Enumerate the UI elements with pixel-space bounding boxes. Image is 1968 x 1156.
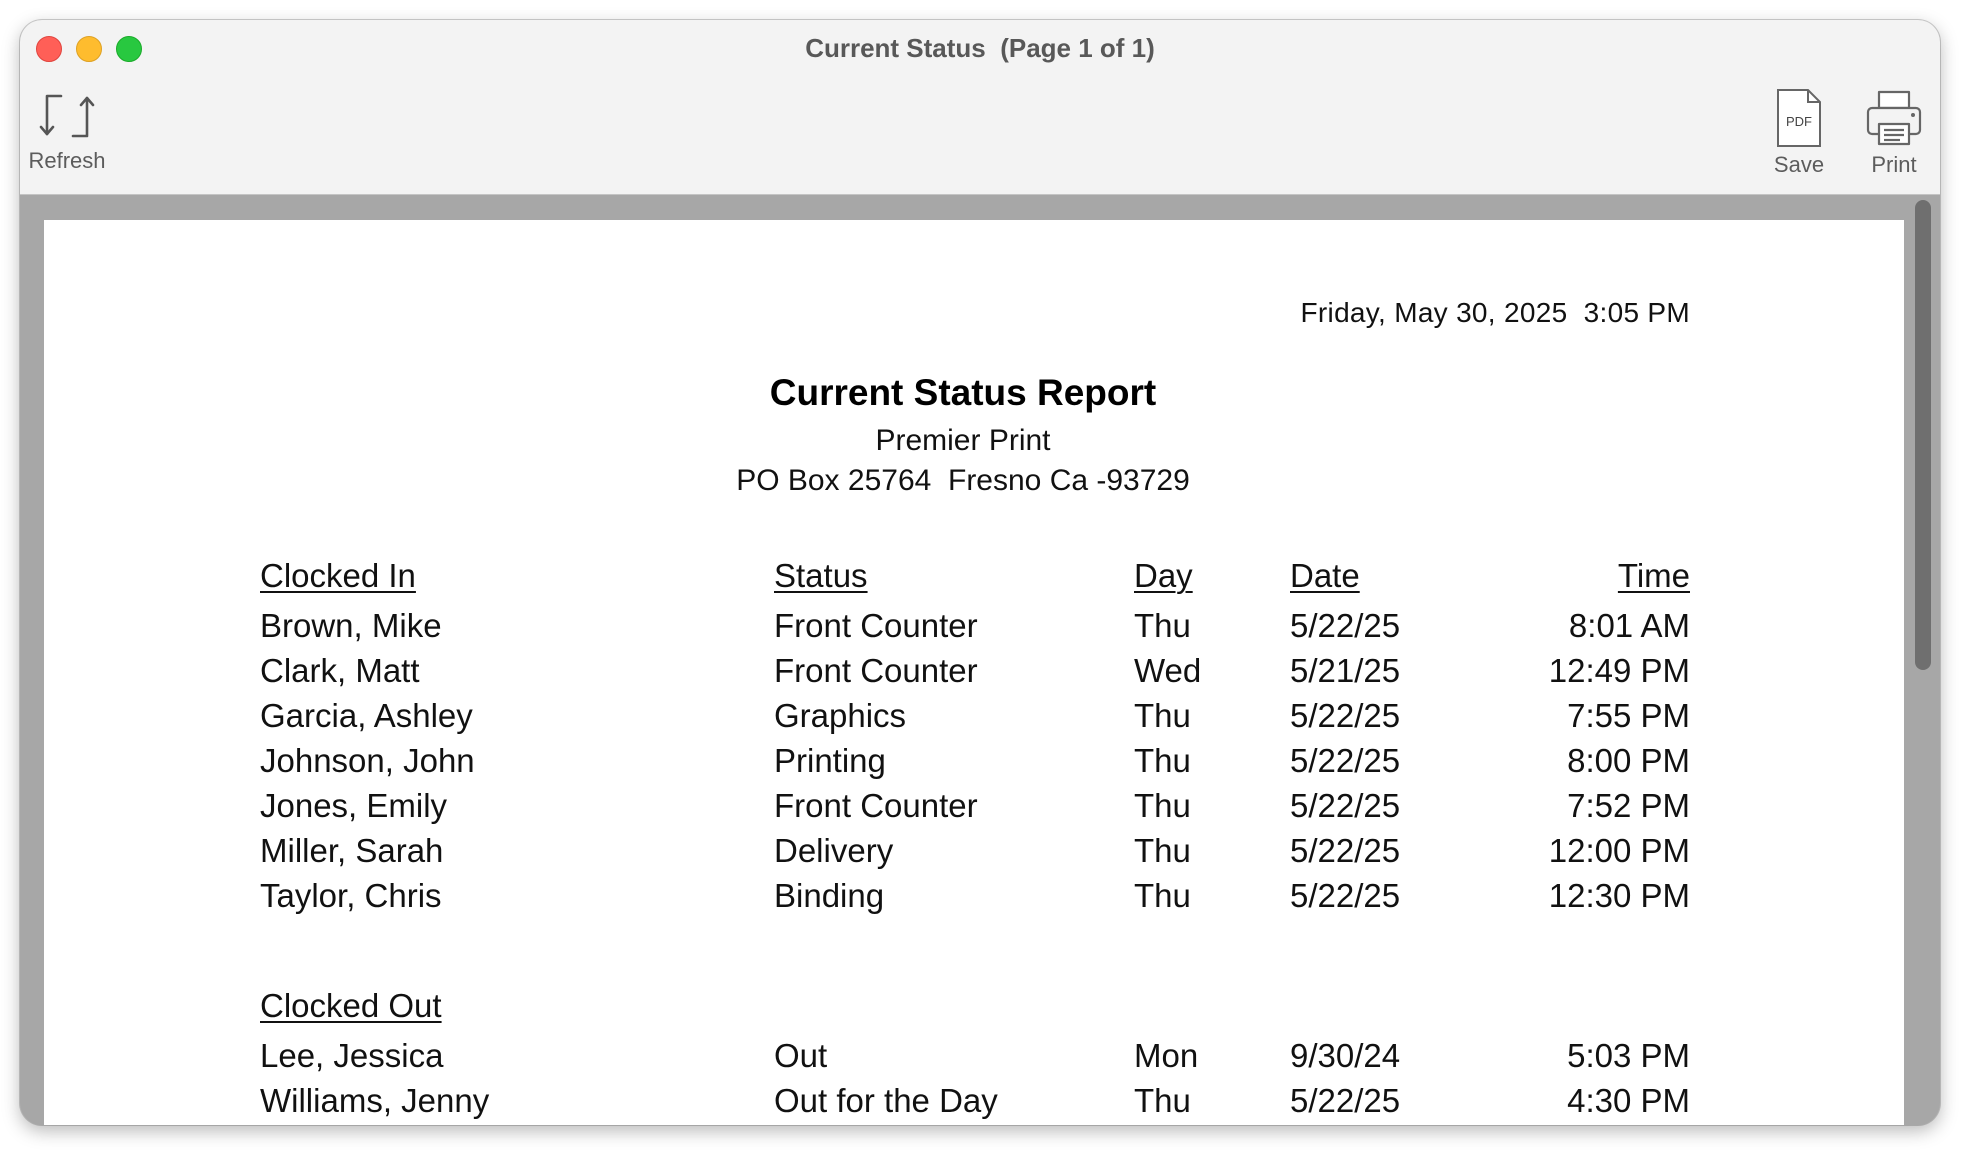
- scroll-thumb[interactable]: [1915, 200, 1931, 670]
- punch-time: 12:30 PM: [1548, 877, 1690, 914]
- day-column-header: Day: [1134, 557, 1193, 594]
- company-name: Premier Print: [875, 424, 1051, 457]
- punch-day: Thu: [1134, 877, 1191, 914]
- report-window: [20, 20, 1940, 1125]
- employee-name: Johnson, John: [260, 742, 475, 779]
- punch-day: Thu: [1134, 697, 1191, 734]
- employee-status: Front Counter: [774, 607, 978, 644]
- status-column-header: Status: [774, 557, 868, 594]
- window-title: Current Status (Page 1 of 1): [805, 33, 1155, 63]
- clocked-in-heading: Clocked In: [260, 557, 416, 594]
- punch-time: 8:01 AM: [1568, 607, 1690, 644]
- punch-time: 7:52 PM: [1567, 787, 1690, 824]
- employee-name: Taylor, Chris: [260, 877, 442, 914]
- date-column-header: Date: [1290, 557, 1360, 594]
- report-title: Current Status Report: [769, 372, 1157, 413]
- pdf-icon-text: PDF: [1786, 114, 1812, 129]
- print-label: Print: [1871, 152, 1917, 177]
- punch-day: Thu: [1134, 1082, 1191, 1119]
- save-label: Save: [1773, 152, 1825, 177]
- punch-date: 5/22/25: [1290, 607, 1401, 644]
- punch-date: 5/22/25: [1290, 697, 1401, 734]
- punch-day: Thu: [1134, 607, 1191, 644]
- employee-name: Garcia, Ashley: [260, 697, 473, 734]
- employee-status: Delivery: [774, 832, 894, 869]
- punch-date: 5/22/25: [1290, 787, 1401, 824]
- punch-date: 5/22/25: [1290, 742, 1401, 779]
- title-bar: [20, 20, 1940, 195]
- save-pdf-button[interactable]: [1766, 88, 1832, 178]
- pdf-document-icon: [1774, 88, 1824, 148]
- punch-date: 9/30/24: [1290, 1037, 1401, 1074]
- employee-name: Jones, Emily: [260, 787, 448, 824]
- punch-day: Thu: [1134, 742, 1191, 779]
- company-address: PO Box 25764 Fresno Ca -93729: [736, 464, 1190, 497]
- punch-time: 8:00 PM: [1567, 742, 1690, 779]
- punch-date: 5/21/25: [1290, 652, 1401, 689]
- employee-status: Out for the Day: [774, 1082, 998, 1119]
- employee-name: Williams, Jenny: [260, 1082, 490, 1119]
- punch-date: 5/22/25: [1290, 877, 1401, 914]
- refresh-label: Refresh: [28, 148, 106, 173]
- punch-day: Thu: [1134, 787, 1191, 824]
- employee-status: Graphics: [774, 697, 907, 734]
- employee-status: Out: [774, 1037, 828, 1074]
- punch-time: 4:30 PM: [1567, 1082, 1690, 1119]
- employee-status: Printing: [774, 742, 886, 779]
- employee-status: Binding: [774, 877, 885, 914]
- employee-name: Clark, Matt: [260, 652, 420, 689]
- punch-date: 5/22/25: [1290, 1082, 1401, 1119]
- punch-date: 5/22/25: [1290, 832, 1401, 869]
- punch-day: Wed: [1134, 652, 1202, 689]
- printer-icon: [1864, 88, 1924, 148]
- time-column-header: Time: [1617, 557, 1690, 594]
- punch-day: Thu: [1134, 832, 1191, 869]
- punch-time: 5:03 PM: [1567, 1037, 1690, 1074]
- report-datetime: Friday, May 30, 2025 3:05 PM: [1300, 297, 1690, 328]
- punch-time: 12:49 PM: [1548, 652, 1690, 689]
- vertical-scrollbar[interactable]: [1910, 200, 1936, 1125]
- employee-status: Front Counter: [774, 652, 978, 689]
- print-button[interactable]: [1854, 88, 1934, 178]
- report-page: [44, 220, 1904, 1125]
- punch-time: 12:00 PM: [1548, 832, 1690, 869]
- refresh-icon: [39, 88, 95, 144]
- employee-name: Lee, Jessica: [260, 1037, 444, 1074]
- employee-name: Miller, Sarah: [260, 832, 444, 869]
- punch-day: Mon: [1134, 1037, 1199, 1074]
- clocked-out-heading: Clocked Out: [260, 987, 442, 1024]
- employee-status: Front Counter: [774, 787, 978, 824]
- employee-name: Brown, Mike: [260, 607, 442, 644]
- punch-time: 7:55 PM: [1567, 697, 1690, 734]
- refresh-button[interactable]: [22, 88, 112, 174]
